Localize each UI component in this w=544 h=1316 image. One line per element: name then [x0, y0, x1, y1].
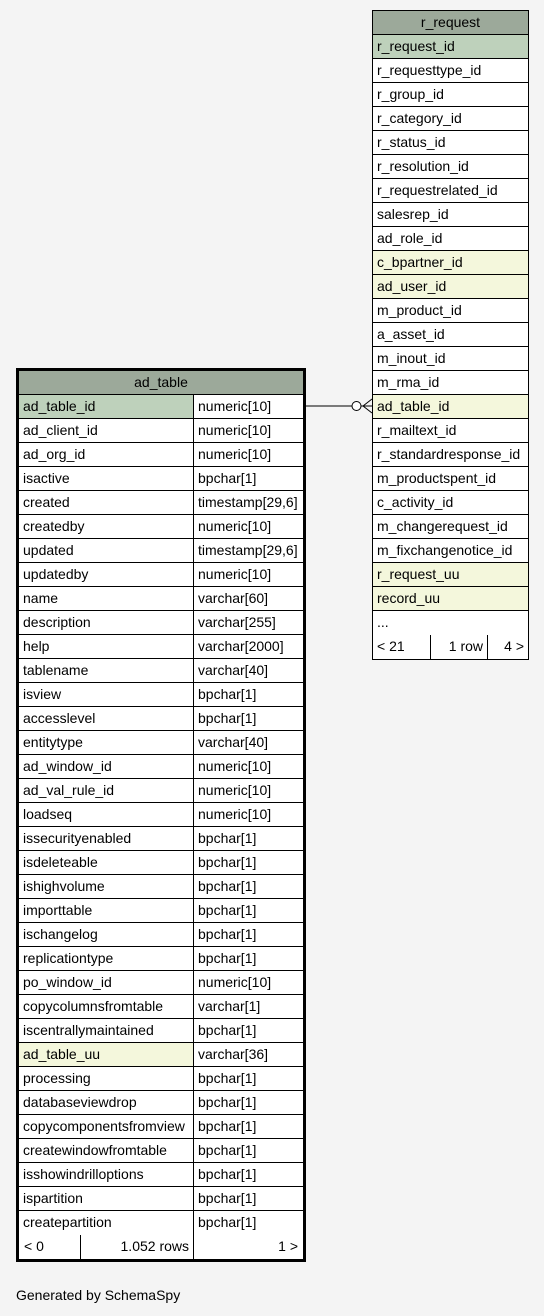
table-row[interactable] [373, 395, 528, 419]
column-type: bpchar[1] [198, 1214, 257, 1230]
table-row[interactable] [373, 563, 528, 587]
column-type: bpchar[1] [198, 830, 257, 846]
column-name[interactable]: r_request_uu [373, 563, 528, 586]
table-row[interactable] [373, 611, 528, 635]
table-row[interactable] [373, 299, 528, 323]
column-type: timestamp[29,6] [198, 494, 298, 510]
column-name[interactable]: updated [19, 539, 194, 562]
column-name[interactable]: help [19, 635, 194, 658]
table-row[interactable] [19, 467, 303, 491]
column-name[interactable]: ispartition [19, 1187, 194, 1210]
column-name[interactable]: created [19, 491, 194, 514]
column-type: bpchar[1] [198, 1118, 257, 1134]
column-type: varchar[255] [198, 614, 276, 630]
row-count: 1.052 rows [81, 1235, 194, 1259]
table-row[interactable] [19, 1067, 303, 1091]
column-name[interactable]: processing [19, 1067, 194, 1090]
table-row[interactable] [373, 131, 528, 155]
crowfoot-upper [363, 399, 372, 406]
column-name[interactable]: m_productspent_id [377, 470, 497, 486]
column-name[interactable]: ad_table_id [373, 395, 528, 418]
table-row[interactable] [19, 443, 303, 467]
column-name[interactable]: accesslevel [19, 707, 194, 730]
column-name[interactable]: ad_table_uu [19, 1043, 194, 1066]
table-row[interactable] [373, 275, 528, 299]
table-row[interactable] [373, 491, 528, 515]
column-name[interactable]: record_uu [373, 587, 528, 610]
column-name[interactable]: r_requesttype_id [377, 62, 482, 78]
table-row[interactable] [373, 347, 528, 371]
table-row[interactable] [19, 1211, 303, 1235]
column-name[interactable]: ad_org_id [19, 443, 194, 466]
table-row[interactable] [373, 467, 528, 491]
table-row[interactable] [19, 587, 303, 611]
column-name[interactable]: ad_user_id [373, 275, 528, 298]
column-name[interactable]: description [19, 611, 194, 634]
column-type: bpchar[1] [198, 902, 257, 918]
column-type: bpchar[1] [198, 878, 257, 894]
column-name[interactable]: salesrep_id [377, 206, 449, 222]
column-name[interactable]: ad_table_id [19, 395, 194, 418]
column-type: numeric[10] [198, 566, 272, 582]
column-type: numeric[10] [198, 518, 272, 534]
column-name[interactable]: r_group_id [377, 86, 444, 102]
column-name[interactable]: po_window_id [19, 971, 194, 994]
generated-by-label: Generated by SchemaSpy [16, 1287, 181, 1303]
table-row[interactable] [19, 995, 303, 1019]
table-row[interactable] [19, 947, 303, 971]
column-type: numeric[10] [198, 782, 272, 798]
r-request-table[interactable] [372, 10, 529, 660]
column-type: varchar[40] [198, 662, 269, 678]
column-name[interactable]: r_status_id [377, 134, 446, 150]
column-type: bpchar[1] [198, 1142, 257, 1158]
table-row[interactable] [373, 419, 528, 443]
column-name[interactable]: importtable [19, 899, 194, 922]
ad-table-columns [19, 395, 303, 1235]
table-row[interactable] [373, 587, 528, 611]
table-row[interactable] [19, 1163, 303, 1187]
column-type: bpchar[1] [198, 710, 257, 726]
column-name[interactable]: m_inout_id [377, 350, 446, 366]
column-name[interactable]: m_rma_id [377, 374, 440, 390]
column-type: varchar[2000] [198, 638, 284, 654]
table-row[interactable] [373, 371, 528, 395]
column-name[interactable]: ishighvolume [19, 875, 194, 898]
table-row[interactable] [19, 635, 303, 659]
column-name[interactable]: entitytype [19, 731, 194, 754]
column-type: bpchar[1] [198, 1094, 257, 1110]
table-row[interactable] [373, 83, 528, 107]
column-name[interactable]: a_asset_id [377, 326, 445, 342]
table-row[interactable] [19, 395, 303, 419]
column-type: bpchar[1] [198, 1166, 257, 1182]
table-row[interactable] [19, 1019, 303, 1043]
table-row[interactable] [19, 971, 303, 995]
column-name[interactable]: r_standardresponse_id [377, 446, 521, 462]
table-row[interactable] [19, 731, 303, 755]
parents-link[interactable]: < 0 [19, 1235, 81, 1259]
table-row[interactable] [19, 1139, 303, 1163]
column-name[interactable]: name [19, 587, 194, 610]
column-name[interactable]: isactive [19, 467, 194, 490]
table-row[interactable] [19, 875, 303, 899]
r-request-table-footer [373, 635, 528, 659]
column-name[interactable]: m_fixchangenotice_id [377, 542, 513, 558]
table-row[interactable] [19, 683, 303, 707]
column-type: numeric[10] [198, 398, 272, 414]
table-row[interactable] [19, 827, 303, 851]
r-request-table-title[interactable]: r_request [373, 11, 528, 35]
column-name[interactable]: updatedby [19, 563, 194, 586]
table-row[interactable] [19, 779, 303, 803]
table-row[interactable] [373, 155, 528, 179]
table-row[interactable] [19, 707, 303, 731]
optional-circle-marker [352, 402, 361, 411]
column-name[interactable]: m_product_id [377, 302, 462, 318]
table-row[interactable] [19, 1043, 303, 1067]
column-name[interactable]: issecurityenabled [19, 827, 194, 850]
table-row[interactable] [19, 419, 303, 443]
column-name[interactable]: copycolumnsfromtable [19, 995, 194, 1018]
table-row[interactable] [19, 491, 303, 515]
table-row[interactable] [373, 59, 528, 83]
column-name[interactable]: c_bpartner_id [373, 251, 528, 274]
table-row[interactable] [19, 539, 303, 563]
column-name[interactable]: isview [19, 683, 194, 706]
column-name[interactable]: r_request_id [373, 35, 528, 58]
table-row[interactable] [19, 1115, 303, 1139]
table-row[interactable] [373, 107, 528, 131]
table-row[interactable] [19, 611, 303, 635]
parents-link[interactable]: < 21 [373, 635, 431, 659]
column-name[interactable]: ad_role_id [377, 230, 443, 246]
crowfoot-lower [363, 406, 372, 413]
table-row[interactable] [19, 1091, 303, 1115]
table-row[interactable] [19, 563, 303, 587]
column-name[interactable]: ad_val_rule_id [19, 779, 194, 802]
ad-table-table-footer [19, 1235, 303, 1259]
column-name[interactable]: iscentrallymaintained [19, 1019, 194, 1042]
column-type: bpchar[1] [198, 926, 257, 942]
column-type: bpchar[1] [198, 470, 257, 486]
column-name[interactable]: r_category_id [377, 110, 462, 126]
column-type: varchar[60] [198, 590, 269, 606]
table-row[interactable] [373, 35, 528, 59]
column-name[interactable]: isdeleteable [19, 851, 194, 874]
column-name[interactable]: r_resolution_id [377, 158, 469, 174]
column-type: bpchar[1] [198, 686, 257, 702]
column-name[interactable]: databaseviewdrop [19, 1091, 194, 1114]
table-row[interactable] [373, 515, 528, 539]
table-row[interactable] [373, 323, 528, 347]
table-row[interactable] [373, 203, 528, 227]
column-type: numeric[10] [198, 806, 272, 822]
column-name[interactable]: createpartition [19, 1211, 194, 1235]
column-name[interactable]: createwindowfromtable [19, 1139, 194, 1162]
column-name[interactable]: replicationtype [19, 947, 194, 970]
table-row[interactable] [373, 539, 528, 563]
column-type: bpchar[1] [198, 854, 257, 870]
column-name[interactable]: r_requestrelated_id [377, 182, 498, 198]
table-row[interactable] [19, 1187, 303, 1211]
column-type: numeric[10] [198, 758, 272, 774]
table-row[interactable] [19, 803, 303, 827]
table-row[interactable] [19, 851, 303, 875]
column-type: numeric[10] [198, 974, 272, 990]
table-row[interactable] [373, 251, 528, 275]
column-name[interactable]: copycomponentsfromview [19, 1115, 194, 1138]
column-name[interactable]: ischangelog [19, 923, 194, 946]
table-row[interactable] [19, 899, 303, 923]
children-link[interactable]: 1 > [278, 1238, 298, 1254]
column-name[interactable]: ... [377, 614, 389, 630]
column-name[interactable]: r_mailtext_id [377, 422, 457, 438]
column-type: numeric[10] [198, 446, 272, 462]
column-type: varchar[36] [198, 1046, 269, 1062]
column-type: varchar[1] [198, 998, 261, 1014]
column-name[interactable]: ad_client_id [19, 419, 194, 442]
table-row[interactable] [373, 179, 528, 203]
ad-table-table-title[interactable]: ad_table [19, 371, 303, 395]
ad-table-table[interactable] [16, 368, 306, 1262]
column-type: bpchar[1] [198, 1070, 257, 1086]
table-row[interactable] [373, 227, 528, 251]
column-type: timestamp[29,6] [198, 542, 298, 558]
column-name[interactable]: isshowindrilloptions [19, 1163, 194, 1186]
column-type: numeric[10] [198, 422, 272, 438]
column-name[interactable]: m_changerequest_id [377, 518, 508, 534]
column-type: bpchar[1] [198, 1022, 257, 1038]
table-row[interactable] [19, 755, 303, 779]
column-name[interactable]: c_activity_id [377, 494, 454, 510]
column-type: bpchar[1] [198, 1190, 257, 1206]
table-row[interactable] [19, 923, 303, 947]
column-type: bpchar[1] [198, 950, 257, 966]
table-row[interactable] [373, 443, 528, 467]
children-link[interactable]: 4 > [504, 638, 524, 654]
column-name[interactable]: loadseq [19, 803, 194, 826]
row-count: 1 row [431, 635, 488, 659]
column-name[interactable]: createdby [19, 515, 194, 538]
table-row[interactable] [19, 659, 303, 683]
r-request-columns [373, 35, 528, 635]
column-name[interactable]: ad_window_id [19, 755, 194, 778]
column-type: varchar[40] [198, 734, 269, 750]
column-name[interactable]: tablename [19, 659, 194, 682]
table-row[interactable] [19, 515, 303, 539]
